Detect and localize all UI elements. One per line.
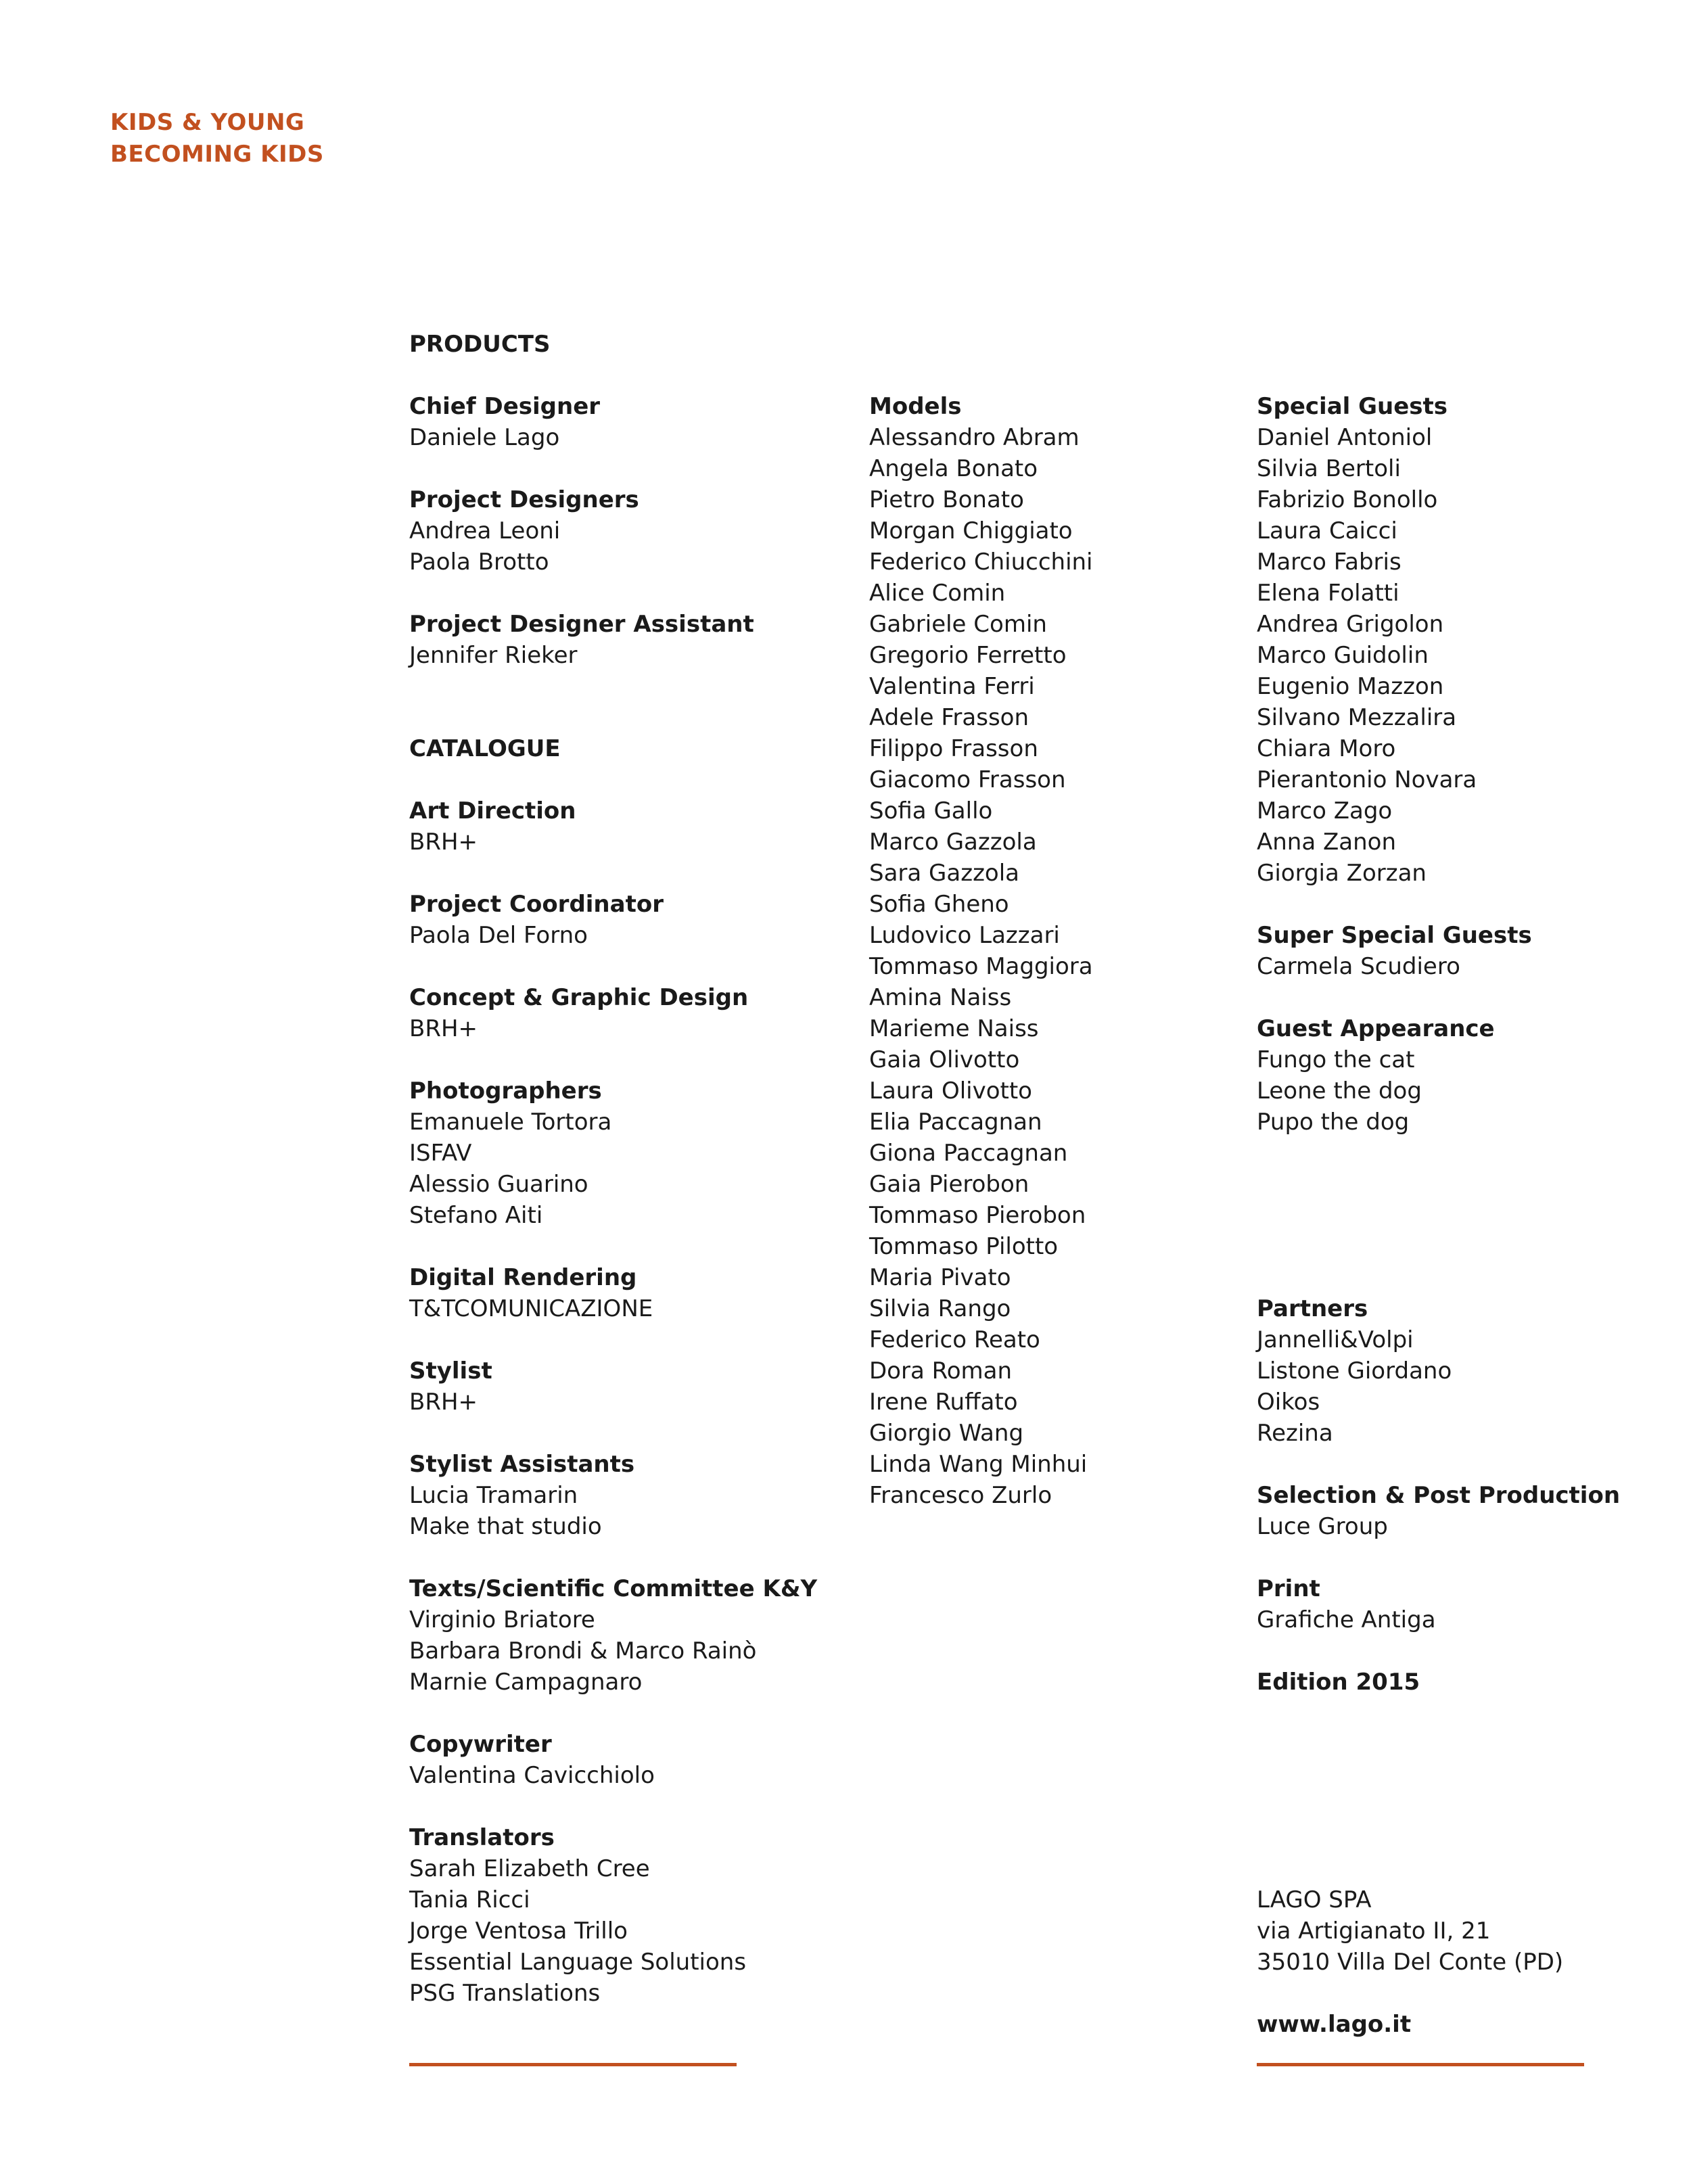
credit-name: Andrea Grigolon — [1257, 611, 1444, 638]
credit-name: Sara Gazzola — [869, 860, 1019, 887]
credit-name: ISFAV — [409, 1140, 472, 1167]
credit-name: Gregorio Ferretto — [869, 642, 1067, 669]
credit-name: Gabriele Comin — [869, 611, 1047, 638]
credit-name: Adele Frasson — [869, 704, 1029, 731]
credit-chief-designer — [409, 391, 817, 453]
credit-name: Chiara Moro — [1257, 735, 1396, 762]
company-city: 35010 Villa Del Conte (PD) — [1257, 1949, 1564, 1976]
credit-name: Marco Zago — [1257, 797, 1393, 824]
credit-name: Gaia Olivotto — [869, 1046, 1020, 1073]
credit-special-guests — [1257, 391, 1620, 889]
brand-line-1: KIDS & YOUNG — [110, 109, 305, 136]
credit-name: Essential Language Solutions — [409, 1949, 747, 1976]
company-address — [1257, 1884, 1620, 1978]
accent-divider-right — [1257, 2063, 1584, 2066]
credit-name: Irene Ruffato — [869, 1389, 1018, 1416]
credit-print — [1257, 1573, 1620, 1635]
credit-name: T&TCOMUNICAZIONE — [409, 1295, 653, 1322]
credit-guest-appearance — [1257, 1013, 1620, 1138]
credit-name: Virginio Briatore — [409, 1606, 595, 1633]
credit-name: Jorge Ventosa Trillo — [409, 1918, 628, 1945]
left-column — [409, 329, 817, 2009]
credit-name: Filippo Frasson — [869, 735, 1038, 762]
right-column — [1257, 391, 1620, 2040]
credit-name: BRH+ — [409, 1015, 478, 1042]
credit-name: Make that studio — [409, 1513, 602, 1540]
credit-name: Giorgio Wang — [869, 1420, 1024, 1447]
credit-art-direction — [409, 795, 817, 858]
credit-name: Marnie Campagnaro — [409, 1669, 643, 1696]
credit-title: Special Guests — [1257, 393, 1448, 420]
credit-name: Angela Bonato — [869, 455, 1038, 482]
catalogue-heading: CATALOGUE — [409, 735, 561, 762]
credit-name: Dora Roman — [869, 1357, 1013, 1385]
credit-name: Marco Fabris — [1257, 549, 1402, 576]
credit-name: Federico Reato — [869, 1326, 1040, 1353]
credit-name: Silvia Rango — [869, 1295, 1011, 1322]
credit-name: Grafiche Antiga — [1257, 1606, 1436, 1633]
credit-name: Jannelli&Volpi — [1257, 1326, 1414, 1353]
credit-name: Linda Wang Minhui — [869, 1451, 1088, 1478]
credit-title: Project Coordinator — [409, 891, 664, 918]
credit-name: Silvia Bertoli — [1257, 455, 1401, 482]
credit-name: Alice Comin — [869, 580, 1006, 607]
credit-name: Laura Caicci — [1257, 517, 1397, 544]
credit-name: Giacomo Frasson — [869, 766, 1066, 793]
credit-name: Silvano Mezzalira — [1257, 704, 1457, 731]
credit-name: Valentina Cavicchiolo — [409, 1762, 655, 1789]
credit-name: Pietro Bonato — [869, 486, 1024, 513]
credit-name: Tommaso Pierobon — [869, 1202, 1086, 1229]
credit-project-designers — [409, 484, 817, 578]
credit-name: Giona Paccagnan — [869, 1140, 1068, 1167]
credit-translators — [409, 1822, 817, 2009]
credit-name: Daniele Lago — [409, 424, 560, 451]
credit-name: Carmela Scudiero — [1257, 953, 1460, 980]
credit-name: Tania Ricci — [409, 1886, 530, 1913]
credit-name: Sarah Elizabeth Cree — [409, 1855, 650, 1882]
credit-stylist-assistants — [409, 1449, 817, 1542]
website-link[interactable]: www.lago.it — [1257, 2011, 1412, 2038]
credit-name: Alessio Guarino — [409, 1171, 588, 1198]
credit-name: Francesco Zurlo — [869, 1482, 1052, 1509]
credit-name: Pupo the dog — [1257, 1109, 1410, 1136]
accent-divider-left — [409, 2063, 737, 2066]
credit-title: Translators — [409, 1824, 555, 1851]
credit-partners — [1257, 1293, 1620, 1449]
credit-name: Paola Del Forno — [409, 922, 588, 949]
credit-title: Stylist — [409, 1357, 492, 1385]
edition-label: Edition 2015 — [1257, 1669, 1420, 1696]
credit-name: Rezina — [1257, 1420, 1333, 1447]
credit-title: Project Designers — [409, 486, 639, 513]
credit-stylist — [409, 1355, 817, 1418]
credit-name: Marco Gazzola — [869, 829, 1037, 856]
credit-title: Partners — [1257, 1295, 1368, 1322]
credit-digital-rendering — [409, 1262, 817, 1324]
credit-title: Print — [1257, 1575, 1320, 1602]
credit-name: Luce Group — [1257, 1513, 1388, 1540]
credit-name: Gaia Pierobon — [869, 1171, 1029, 1198]
credit-super-special-guests — [1257, 920, 1620, 982]
credit-name: Eugenio Mazzon — [1257, 673, 1444, 700]
credit-name: Giorgia Zorzan — [1257, 860, 1427, 887]
credit-name: Fabrizio Bonollo — [1257, 486, 1438, 513]
credit-name: Pierantonio Novara — [1257, 766, 1477, 793]
credit-title: Art Direction — [409, 797, 576, 824]
credit-name: Jennifer Rieker — [409, 642, 578, 669]
credit-name: Elena Folatti — [1257, 580, 1399, 607]
credit-name: Federico Chiucchini — [869, 549, 1093, 576]
credit-title: Project Designer Assistant — [409, 611, 754, 638]
credit-name: Elia Paccagnan — [869, 1109, 1042, 1136]
models-title: Models — [869, 393, 962, 420]
credit-name: Anna Zanon — [1257, 829, 1397, 856]
credit-name: Emanuele Tortora — [409, 1109, 612, 1136]
credit-name: BRH+ — [409, 829, 478, 856]
credit-name: Sofia Gallo — [869, 797, 993, 824]
credit-title: Stylist Assistants — [409, 1451, 635, 1478]
credit-name: Barbara Brondi & Marco Rainò — [409, 1637, 757, 1665]
credit-name: Morgan Chiggiato — [869, 517, 1073, 544]
credit-name: Maria Pivato — [869, 1264, 1011, 1291]
credit-name: Marco Guidolin — [1257, 642, 1429, 669]
credit-name: Leone the dog — [1257, 1077, 1422, 1105]
credit-name: Marieme Naiss — [869, 1015, 1039, 1042]
credit-title: Chief Designer — [409, 393, 601, 420]
credit-name: BRH+ — [409, 1389, 478, 1416]
credit-name: Stefano Aiti — [409, 1202, 543, 1229]
credit-title: Concept & Graphic Design — [409, 984, 749, 1011]
credit-name: Tommaso Maggiora — [869, 953, 1093, 980]
credit-concept-graphic-design — [409, 982, 817, 1044]
credit-name: Laura Olivotto — [869, 1077, 1032, 1105]
credit-name: Andrea Leoni — [409, 517, 561, 544]
special-guests-list — [1257, 422, 1620, 889]
credit-project-designer-assistant — [409, 609, 817, 671]
credit-name: Paola Brotto — [409, 549, 549, 576]
middle-column — [869, 391, 1093, 1511]
company-name: LAGO SPA — [1257, 1886, 1372, 1913]
brand-title — [110, 107, 324, 170]
credit-title: Selection & Post Production — [1257, 1482, 1621, 1509]
credit-selection-post-production — [1257, 1480, 1620, 1542]
credit-name: Valentina Ferri — [869, 673, 1035, 700]
credit-name: Sofia Gheno — [869, 891, 1009, 918]
credit-texts-committee — [409, 1573, 817, 1698]
credit-photographers — [409, 1075, 817, 1231]
credit-name: Daniel Antoniol — [1257, 424, 1433, 451]
credit-name: Oikos — [1257, 1389, 1320, 1416]
credit-name: Alessandro Abram — [869, 424, 1080, 451]
credit-name: Amina Naiss — [869, 984, 1012, 1011]
credit-name: Ludovico Lazzari — [869, 922, 1060, 949]
credit-title: Guest Appearance — [1257, 1015, 1495, 1042]
credit-name: PSG Translations — [409, 1980, 601, 2007]
products-heading: PRODUCTS — [409, 331, 551, 358]
credit-name: Tommaso Pilotto — [869, 1233, 1059, 1260]
credit-name: Fungo the cat — [1257, 1046, 1415, 1073]
credit-title: Photographers — [409, 1077, 602, 1105]
credit-copywriter — [409, 1729, 817, 1791]
credit-title: Texts/Scientific Committee K&Y — [409, 1575, 818, 1602]
credit-title: Super Special Guests — [1257, 922, 1532, 949]
credit-title: Copywriter — [409, 1731, 552, 1758]
credit-title: Digital Rendering — [409, 1264, 637, 1291]
credit-project-coordinator — [409, 889, 817, 951]
models-list — [869, 422, 1093, 1511]
brand-line-2: BECOMING KIDS — [110, 141, 324, 168]
credit-name: Lucia Tramarin — [409, 1482, 578, 1509]
credit-name: Listone Giordano — [1257, 1357, 1452, 1385]
company-street: via Artigianato II, 21 — [1257, 1918, 1491, 1945]
